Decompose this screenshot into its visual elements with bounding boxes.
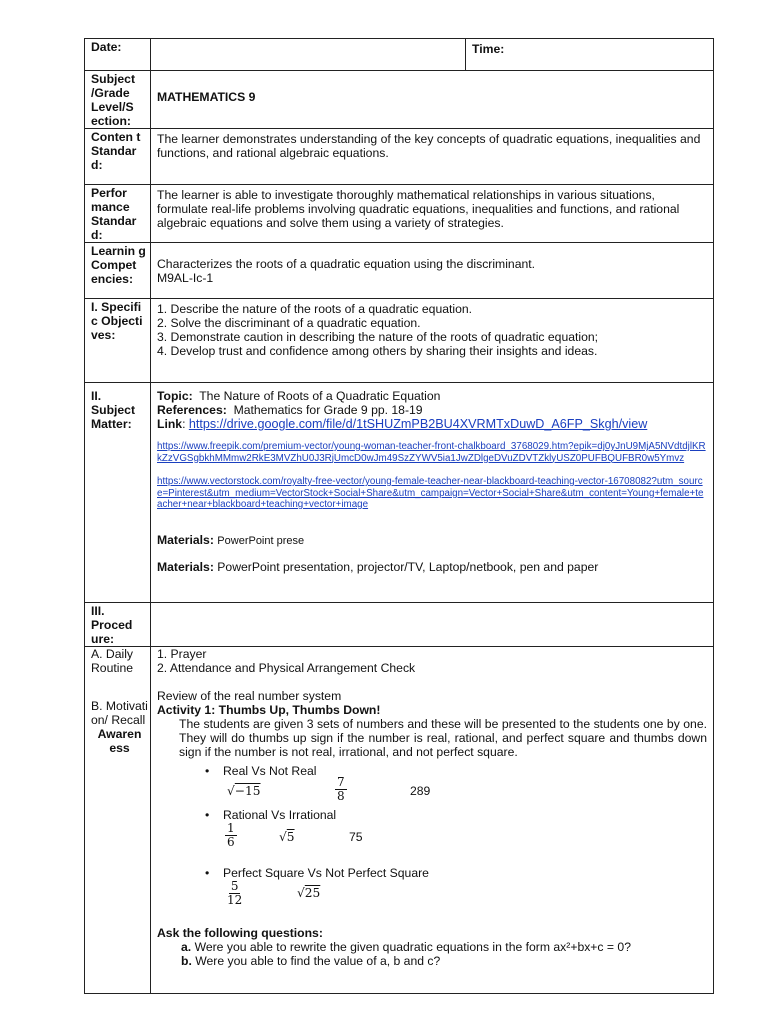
date-value-cell	[151, 39, 466, 71]
set-rational-values	[157, 822, 707, 856]
vectorstock-link[interactable]: https://www.vectorstock.com/royalty-free-vector/young-female-teacher-near-blackboard-teaching-vector-16708082?utm_source=Pinterest&utm_medium=VectorStock+Social+Share&utm_campaign=Vector+Social+Share&utm_content=Young+female+teacher+near+blackboard+teaching+vector+image	[157, 476, 704, 510]
question-item: a. Were you able to rewrite the given quadratic equations in the form ax²+bx+c = 0?	[181, 940, 631, 954]
link-line: Link: https://drive.google.com/file/d/1tSHUZmPB2BU4XVRMTxDuwD_A6FP_Skgh/view	[157, 417, 648, 431]
question-item: b. Were you able to find the value of a, b and c?	[181, 954, 441, 968]
set-title: • Perfect Square Vs Not Perfect Square	[223, 866, 707, 880]
subject-matter-content	[151, 383, 714, 603]
objective-item: 3. Demonstrate caution in describing the nature of the roots of quadratic equation;	[157, 330, 599, 344]
sqrt-value: √25	[297, 886, 321, 900]
lesson-plan-table	[84, 38, 714, 994]
set-title: • Rational Vs Irrational	[223, 808, 707, 822]
link-label: Link	[157, 417, 183, 431]
content-standard-label: Conten t Standar d:	[85, 129, 151, 185]
objective-item: 4. Develop trust and confidence among others by sharing their insights and ideas.	[157, 344, 598, 358]
competency-code: M9AL-Ic-1	[157, 271, 214, 285]
set-real-values	[157, 775, 707, 808]
performance-standard-label: Perfor mance Standar d:	[85, 185, 151, 243]
review-text: Review of the real number system	[157, 689, 342, 703]
subject-label: Subject /Grade Level/S ection:	[85, 71, 151, 129]
fraction-value: $\frac{1}{6}$	[227, 821, 235, 849]
objectives-list	[151, 299, 714, 383]
learning-competencies-value	[151, 243, 714, 299]
materials-full-line	[157, 560, 707, 574]
subject-matter-row	[85, 383, 714, 603]
content-standard-row	[85, 129, 714, 185]
materials-short: PowerPoint prese	[217, 534, 305, 547]
sqrt-value: √−15	[227, 784, 261, 798]
topic-line	[157, 389, 707, 403]
number-sets-list-2	[157, 808, 707, 822]
materials-short-line	[157, 533, 707, 548]
set-title: • Real Vs Not Real	[223, 764, 707, 778]
topic-value: The Nature of Roots of a Quadratic Equation	[199, 389, 441, 403]
learning-competencies-row	[85, 243, 714, 299]
number-value: 75	[349, 830, 363, 844]
objective-item: 1. Describe the nature of the roots of a quadratic equation.	[157, 302, 473, 316]
activity-row	[85, 647, 714, 994]
materials-label: Materials:	[157, 559, 214, 574]
freepik-link[interactable]: https://www.freepik.com/premium-vector/young-woman-teacher-front-chalkboard_3768029.htm?epik=dj0yJnU9MjA5NVdtdjlKRkZzVGSgbkhMMmw2RkE3MVZhU0J3RjUmcD0wJm49SzZYWV5ia1JwZDlgeDVuZDVTZklyUSZ0PUFBQUFBR0w5Ymvz	[157, 441, 706, 464]
activity-description: The students are given 3 sets of numbers and these will be presented to the students one by one. They will do thumbs up sign if the number is real, rational, and perfect square and thumbs down sign if the number is not real, irrational, and not perfect square.	[179, 717, 707, 759]
competency-text: Characterizes the roots of a quadratic equation using the discriminant.	[157, 257, 536, 271]
topic-label: Topic:	[157, 389, 193, 403]
daily-routine-label: A. Daily Routine	[91, 647, 134, 675]
procedure-label: III. Proced ure:	[85, 603, 151, 647]
activity-content	[151, 647, 714, 994]
objectives-row	[85, 299, 714, 383]
performance-standard-value: The learner is able to investigate thoroughly mathematical relationships in various situations, formulate real-life problems involving quadratic equations, inequalities and functions, and rational algebraic equations and solve them using a variety of strategies.	[151, 185, 714, 243]
date-time-row	[85, 39, 714, 71]
references-line	[157, 403, 707, 417]
procedure-value-cell	[151, 603, 714, 647]
routine-item: 1. Prayer	[157, 647, 207, 661]
objectives-label: I. Specifi c Objecti ves:	[85, 299, 151, 383]
performance-standard-row	[85, 185, 714, 243]
materials-full: PowerPoint presentation, projector/TV, Laptop/netbook, pen and paper	[217, 559, 599, 574]
motivation-label: B. Motivati on/ Recall	[91, 699, 148, 727]
references-value: Mathematics for Grade 9 pp. 18-19	[233, 403, 423, 417]
activity-labels	[85, 647, 151, 994]
references-label: References:	[157, 403, 227, 417]
subject-matter-label: II. Subject Matter:	[85, 383, 151, 603]
fraction-value: $\frac{5}{12}$	[227, 879, 243, 907]
subject-row	[85, 71, 714, 129]
subject-value: MATHEMATICS 9	[151, 71, 714, 129]
date-label: Date:	[85, 39, 151, 71]
sqrt-value: √5	[279, 830, 295, 844]
awareness-label: Awaren ess	[97, 727, 142, 755]
activity-title: Activity 1: Thumbs Up, Thumbs Down!	[157, 703, 381, 717]
objective-item: 2. Solve the discriminant of a quadratic equation.	[157, 316, 421, 330]
questions-list	[157, 940, 707, 968]
questions-title: Ask the following questions:	[157, 926, 323, 940]
procedure-row	[85, 603, 714, 647]
time-label: Time:	[466, 39, 714, 71]
set-square-values	[157, 880, 707, 914]
number-value: 289	[410, 784, 431, 798]
number-sets-list-3	[157, 866, 707, 880]
materials-label: Materials:	[157, 532, 214, 547]
routine-item: 2. Attendance and Physical Arrangement Check	[157, 661, 416, 675]
learning-competencies-label: Learnin g Compet encies:	[85, 243, 151, 299]
content-standard-value: The learner demonstrates understanding of the key concepts of quadratic equations, inequalities and functions, and rational algebraic equations.	[151, 129, 714, 185]
fraction-value: $\frac{7}{8}$	[337, 775, 345, 803]
drive-link[interactable]: https://drive.google.com/file/d/1tSHUZmPB2BU4XVRMTxDuwD_A6FP_Skgh/view	[188, 417, 648, 431]
number-sets-list	[157, 764, 707, 778]
